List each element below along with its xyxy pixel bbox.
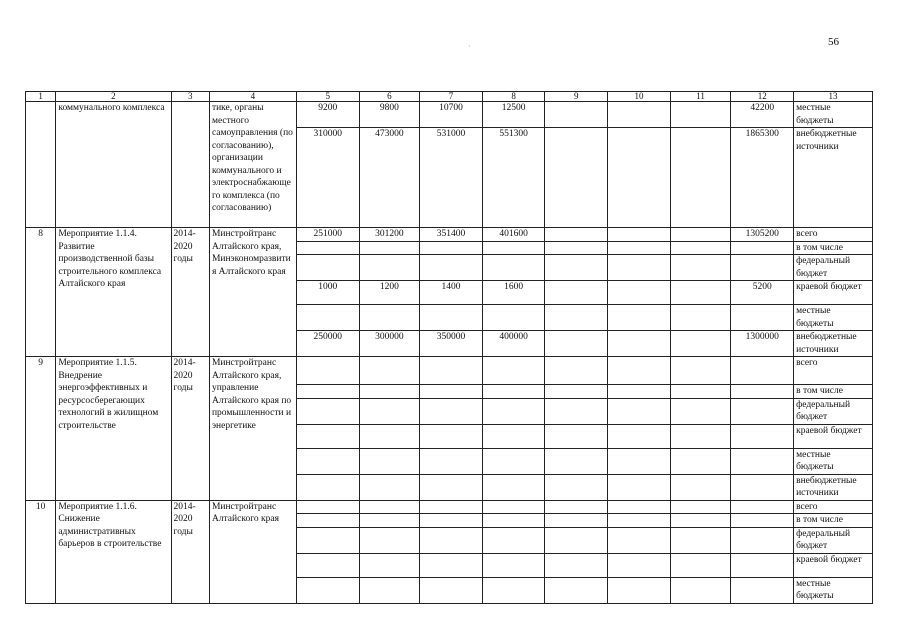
value-col12-total: 1865300 [731,128,794,228]
value-col6 [359,241,420,255]
value-col12-total [731,305,794,331]
funding-source: местные бюджеты [794,305,873,331]
value-col12-total [731,577,794,603]
row-number: 10 [26,500,56,603]
value-col8 [482,448,545,474]
value-col9-11-empty [608,577,671,603]
header-cell-11: 11 [670,92,731,102]
value-col6 [359,474,420,500]
value-col8 [482,255,545,281]
value-col6 [359,424,420,448]
value-col9-11-empty [670,553,731,577]
value-col9-11-empty [670,331,731,357]
value-col8 [482,398,545,424]
value-col9-11-empty [670,128,731,228]
value-col5 [296,305,359,331]
executors: Минстройтранс Алтайского края [209,500,296,603]
value-col12-total [731,357,794,385]
value-col8 [482,357,545,385]
value-col6 [359,448,420,474]
value-col7 [420,241,483,255]
value-col7 [420,500,483,514]
value-col12-total [731,514,794,528]
page-number: 56 [828,36,839,48]
value-col7 [420,385,483,399]
value-col8: 401600 [482,228,545,242]
table-row [26,102,873,128]
value-col5: 251000 [296,228,359,242]
header-cell-9: 9 [545,92,608,102]
value-col9-11-empty [545,357,608,385]
executors: Минстройтранс Алтайского края, Минэкономразвития Алтайского края [209,228,296,357]
header-cell-2: 2 [56,92,171,102]
value-col9-11-empty [545,424,608,448]
value-col12-total [731,474,794,500]
value-col9-11-empty [545,474,608,500]
value-col6: 301200 [359,228,420,242]
value-col9-11-empty [670,500,731,514]
value-col6: 300000 [359,331,420,357]
header-cell-3: 3 [171,92,209,102]
header-cell-10: 10 [608,92,671,102]
value-col9-11-empty [608,553,671,577]
row-number: 8 [26,228,56,357]
value-col9-11-empty [670,281,731,305]
funding-source: внебюджетные источники [794,474,873,500]
value-col9-11-empty [670,385,731,399]
executors: Минстройтранс Алтайского края, управление Алтайского края по промышленности и энергетике [209,357,296,501]
funding-source: в том числе [794,514,873,528]
value-col6 [359,305,420,331]
funding-source: краевой бюджет [794,424,873,448]
value-col8 [482,241,545,255]
value-col7: 350000 [420,331,483,357]
value-col12-total [731,385,794,399]
value-col8 [482,424,545,448]
budget-table [25,91,873,604]
value-col9-11-empty [670,514,731,528]
value-col8 [482,474,545,500]
value-col12-total [731,398,794,424]
value-col9-11-empty [608,228,671,242]
value-col12-total [731,424,794,448]
header-cell-1: 1 [26,92,56,102]
header-cell-12: 12 [731,92,794,102]
value-col9-11-empty [545,281,608,305]
header-cell-7: 7 [420,92,483,102]
measure-name: Мероприятие 1.1.6. Снижение административных барьеров в строительстве [56,500,171,603]
value-col8 [482,500,545,514]
value-col5: 250000 [296,331,359,357]
value-col9-11-empty [670,424,731,448]
value-col9-11-empty [545,448,608,474]
value-col6 [359,514,420,528]
value-col7 [420,553,483,577]
value-col7 [420,398,483,424]
value-col6 [359,398,420,424]
value-col9-11-empty [545,577,608,603]
value-col9-11-empty [608,241,671,255]
value-col7 [420,305,483,331]
value-col7 [420,448,483,474]
value-col9-11-empty [608,128,671,228]
value-col7 [420,514,483,528]
value-col9-11-empty [608,305,671,331]
value-col6: 9800 [359,102,420,128]
value-col9-11-empty [608,357,671,385]
value-col5: 310000 [296,128,359,228]
table-row [26,228,873,242]
value-col12-total [731,241,794,255]
value-col8: 1600 [482,281,545,305]
value-col9-11-empty [670,228,731,242]
value-col12-total [731,448,794,474]
value-col7 [420,527,483,553]
value-col9-11-empty [608,331,671,357]
funding-source: федеральный бюджет [794,527,873,553]
value-col6: 1200 [359,281,420,305]
value-col8: 400000 [482,331,545,357]
value-col9-11-empty [670,305,731,331]
measure-name: Мероприятие 1.1.4. Развитие производственной базы строительного комплекса Алтайского края [56,228,171,357]
value-col12-total: 5200 [731,281,794,305]
header-row [26,92,873,102]
value-col9-11-empty [545,500,608,514]
value-col9-11-empty [608,514,671,528]
measure-name: Мероприятие 1.1.5. Внедрение энергоэффективных и ресурсосберегающих технологий в жилищном строительстве [56,357,171,501]
header-cell-5: 5 [296,92,359,102]
value-col9-11-empty [545,255,608,281]
value-col7 [420,474,483,500]
value-col9-11-empty [608,448,671,474]
value-col9-11-empty [545,385,608,399]
value-col5 [296,474,359,500]
value-col5 [296,357,359,385]
period: 2014-2020 годы [171,357,209,501]
value-col5 [296,448,359,474]
row-number [26,102,56,228]
value-col8: 12500 [482,102,545,128]
funding-source: краевой бюджет [794,553,873,577]
value-col6 [359,577,420,603]
value-col6 [359,385,420,399]
scan-mark: · [468,42,471,51]
value-col8 [482,553,545,577]
value-col7: 10700 [420,102,483,128]
funding-source: федеральный бюджет [794,255,873,281]
funding-source: в том числе [794,241,873,255]
funding-source: в том числе [794,385,873,399]
period: 2014-2020 годы [171,500,209,603]
funding-source: местные бюджеты [794,448,873,474]
value-col9-11-empty [608,102,671,128]
value-col9-11-empty [545,128,608,228]
value-col9-11-empty [608,424,671,448]
value-col9-11-empty [545,398,608,424]
value-col7 [420,255,483,281]
row-number: 9 [26,357,56,501]
header-cell-13: 13 [794,92,873,102]
funding-source: местные бюджеты [794,102,873,128]
value-col9-11-empty [545,228,608,242]
value-col9-11-empty [670,474,731,500]
value-col8 [482,514,545,528]
funding-source: краевой бюджет [794,281,873,305]
value-col7 [420,424,483,448]
value-col7 [420,357,483,385]
value-col5 [296,500,359,514]
value-col8 [482,577,545,603]
value-col9-11-empty [608,255,671,281]
value-col6 [359,527,420,553]
funding-source: всего [794,228,873,242]
value-col9-11-empty [670,398,731,424]
value-col5 [296,385,359,399]
executors: тике, органы местного самоуправления (по согласованию), организации коммунального и электроснабжающего комплекса (по согласованию) [209,102,296,228]
header-cell-8: 8 [482,92,545,102]
value-col9-11-empty [670,241,731,255]
value-col9-11-empty [608,500,671,514]
value-col5 [296,577,359,603]
value-col7: 351400 [420,228,483,242]
value-col9-11-empty [670,102,731,128]
value-col8 [482,527,545,553]
value-col12-total: 1300000 [731,331,794,357]
funding-source: всего [794,500,873,514]
value-col12-total [731,553,794,577]
funding-source: внебюджетные источники [794,128,873,228]
table-row [26,357,873,385]
value-col9-11-empty [545,241,608,255]
value-col7: 1400 [420,281,483,305]
value-col9-11-empty [608,281,671,305]
value-col8 [482,305,545,331]
value-col12-total [731,255,794,281]
funding-source: всего [794,357,873,385]
value-col9-11-empty [670,527,731,553]
value-col6 [359,357,420,385]
value-col9-11-empty [545,527,608,553]
value-col5 [296,527,359,553]
value-col5 [296,398,359,424]
value-col9-11-empty [608,398,671,424]
value-col9-11-empty [608,385,671,399]
value-col9-11-empty [670,357,731,385]
value-col8 [482,385,545,399]
value-col6 [359,255,420,281]
value-col12-total: 1305200 [731,228,794,242]
period [171,102,209,228]
value-col5 [296,553,359,577]
funding-source: внебюджетные источники [794,331,873,357]
value-col5 [296,514,359,528]
value-col5: 1000 [296,281,359,305]
value-col9-11-empty [670,448,731,474]
value-col12-total [731,527,794,553]
value-col7 [420,577,483,603]
value-col9-11-empty [545,305,608,331]
value-col12-total: 42200 [731,102,794,128]
period: 2014-2020 годы [171,228,209,357]
header-cell-4: 4 [209,92,296,102]
funding-source: федеральный бюджет [794,398,873,424]
value-col5 [296,255,359,281]
value-col9-11-empty [608,474,671,500]
value-col9-11-empty [545,553,608,577]
value-col8: 551300 [482,128,545,228]
value-col6: 473000 [359,128,420,228]
value-col9-11-empty [545,331,608,357]
measure-name: коммунального комплекса [56,102,171,228]
value-col6 [359,500,420,514]
value-col9-11-empty [545,514,608,528]
value-col5 [296,424,359,448]
funding-source: местные бюджеты [794,577,873,603]
value-col5: 9200 [296,102,359,128]
value-col9-11-empty [545,102,608,128]
value-col7: 531000 [420,128,483,228]
table-row [26,500,873,514]
header-cell-6: 6 [359,92,420,102]
value-col12-total [731,500,794,514]
value-col9-11-empty [670,255,731,281]
value-col6 [359,553,420,577]
value-col9-11-empty [670,577,731,603]
value-col9-11-empty [608,527,671,553]
value-col5 [296,241,359,255]
